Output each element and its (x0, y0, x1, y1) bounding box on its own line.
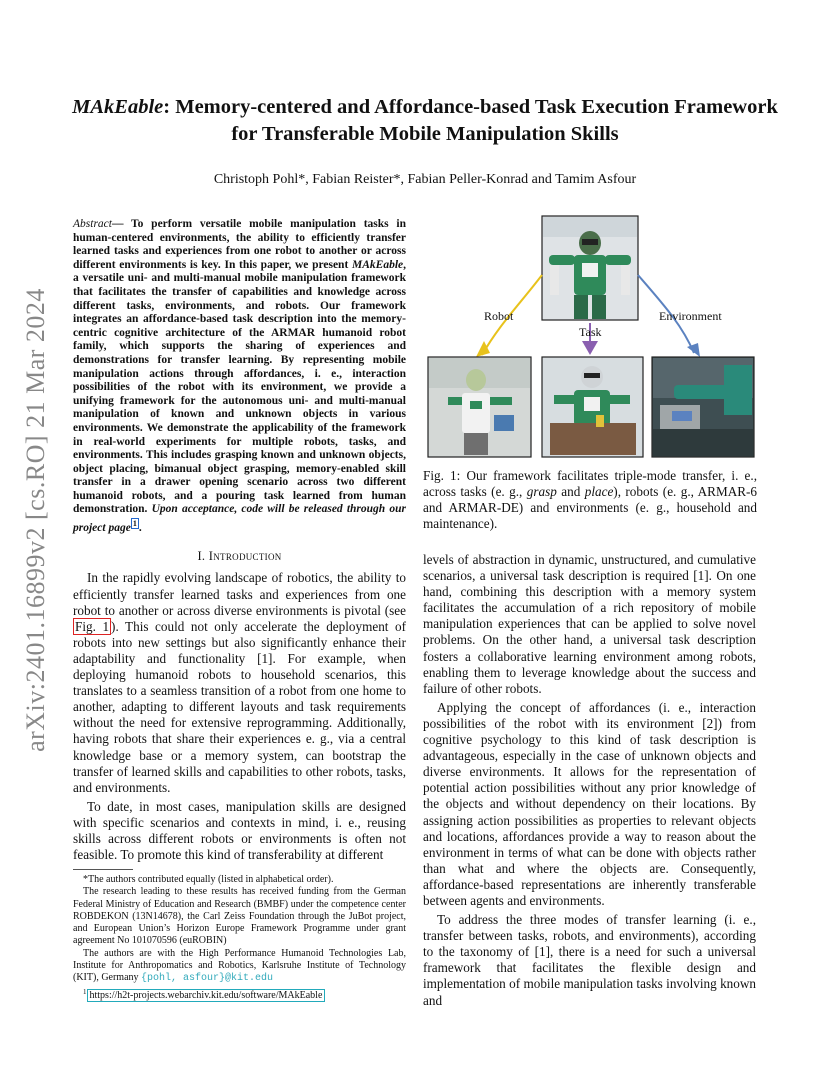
caption-text-c: ), robots (e. g., ARMAR-6 and ARMAR-DE) and environments (e. g., household and maintenance). (423, 484, 758, 532)
abstract-label: Abstract (73, 218, 112, 230)
right-paragraph-3: To address the three modes of transfer learning (i. e., transfer between tasks, robots, and environments), according to the taxonomy of [1], there is a need for such a universal framework that facilitates the flexible design and implementation of mobile manipulation tasks involving known and (423, 912, 756, 1008)
top-robot-photo (542, 216, 638, 320)
task-arrow-head (582, 341, 598, 355)
email-link[interactable]: {pohl, asfour}@kit.edu (141, 973, 274, 985)
environment-arrow-head (687, 343, 700, 357)
caption-text-b: and (556, 484, 585, 500)
footnote-funding: The research leading to these results has received funding from the German Federal Ministry of Education and Research (BMBF) under the competence center ROBDEKON (13N14678), the Carl Zeiss Foundation through the JuBot project, and European Union’s Horizon Europe Framework Programme under grant agreement No 101070596 (euROBIN) (73, 886, 406, 947)
figure-caption (423, 468, 757, 532)
figure-ref-link[interactable]: Fig. 1 (75, 618, 110, 634)
intro-p1-a: In the rapidly evolving landscape of robotics, the ability to efficiently transfer learned tasks and experiences from one robot to another or across diverse environments is pivotal (see (73, 570, 406, 618)
intro-paragraph-1 (73, 570, 406, 795)
environment-transfer-photo (652, 357, 754, 457)
abstract (73, 218, 406, 535)
paper-title (70, 94, 780, 148)
footnote-url (73, 986, 406, 1003)
footnote-url-mark: 1 (83, 987, 87, 996)
intro-paragraph-2: To date, in most cases, manipulation skills are designed with specific scenarios and contexts in mind, i. e., reusing skills across different robots or environments is often not feasible. To promote this kind of transferability at different (73, 798, 406, 863)
footnote-link[interactable]: 1 (132, 519, 137, 529)
abstract-framework-name: MAkEable (352, 258, 404, 271)
footnotes (73, 869, 406, 1002)
section-title: Introduction (208, 549, 282, 564)
abstract-text-a: — To perform versatile mobile manipulation tasks in human-centered environments, the ability to efficiently transfer learned tasks and experiences from one robot to another or across different environments is key. In this paper, we present (73, 218, 406, 271)
arxiv-id: arXiv:2401.16899v2 [cs.RO] 21 Mar 2024 (21, 288, 50, 752)
footnote-rule (73, 869, 133, 870)
title-rest: : Memory-centered and Affordance-based Task Execution Framework for Transferable Mobile Manipulation Skills (163, 96, 778, 145)
environment-label: Environment (659, 309, 722, 323)
figure-1 (424, 215, 758, 460)
section-number: I. (197, 549, 206, 564)
section-heading (73, 549, 406, 564)
abstract-text-b: , a versatile uni- and multi-manual mobile manipulation framework that facilitates the transfer of capabilities and knowledge across different tasks, environments, and robots. Our framework integrates an affordance-based task description into the memory-centric cognitive architecture of the ARMAR humanoid robot family, which supports the sharing of experiences and demonstrations for transfer learning. By representing mobile manipulation actions through affordances, i. e., interaction possibilities of the robot with its environment, we provide a unifying framework for the autonomous uni- and multi-manual manipulation of known and unknown objects in various environments. We demonstrate the applicability of the framework in real-world experiments for multiple robots, tasks, and environments. This includes grasping known and unknown objects, object placing, bimanual object grasping, memory-enabled skill transfer in a drawer opening scenario across two different humanoid robots, and a pouring task learned from human demonstration. (73, 258, 406, 516)
title-name: MAkEable (72, 96, 164, 118)
affiliation-text: The authors are with the High Performance Humanoid Technologies Lab, Institute for Anthropomatics and Robotics, Karlsruhe Institute of Technology (KIT), Germany (73, 947, 406, 984)
project-url-link[interactable]: https://h2t-projects.webarchiv.kit.edu/software/MAkEable (87, 989, 326, 1002)
intro-p1-b: ). This could not only accelerate the deployment of robots into new settings but also significantly enhance their adaptability and functionality [1]. For example, when deploying humanoid robots to household scenarios, this translates to a seamless transition of a robot from one home to another, adapting to different layouts and task requirements without the need for extensive reprogramming. Additionally, having robots that share their experiences e. g., via a central knowledge base or a memory system, can bootstrap the transfer of learned skills and capabilities to other robots, tasks, and environments. (73, 618, 407, 795)
arxiv-stamp (14, 285, 58, 755)
caption-place: place (584, 484, 614, 500)
left-column (73, 218, 406, 863)
footnote-equal: *The authors contributed equally (listed in alphabetical order). (83, 874, 334, 885)
task-transfer-photo (542, 357, 643, 457)
robot-label: Robot (484, 309, 514, 323)
task-label: Task (579, 325, 602, 339)
caption-grasp: grasp (526, 484, 557, 500)
intro-body (73, 570, 406, 863)
abstract-end: . (138, 521, 142, 534)
author-list: Christoph Pohl*, Fabian Reister*, Fabian Peller-Konrad and Tamim Asfour (213, 172, 637, 187)
caption-text-a: Fig. 1: Our framework facilitates triple-mode transfer, i. e., across tasks (e. g., (423, 468, 757, 500)
right-paragraph-2: Applying the concept of affordances (i. e., interaction possibilities of the robot with its environment [2]) from cognitive psychology to this kind of task description is advantageous, especially in the case of unknown objects and diverse environments. It allows for the representation of potential action possibilities without any prior knowledge of the objects and without dependency on their locations. By assigning action possibilities as properties to relevant objects and locations, affordances provide a way to reason about the environment in terms of what can be done with objects rather than what and where the objects are. Consequently, affordance-based representations are inherently transferable between agents and environments. (423, 699, 756, 908)
right-column (423, 552, 756, 1009)
footnote-affiliation (73, 948, 406, 986)
abstract-code-note: Upon acceptance, code will be released through our project page (73, 503, 406, 534)
robot-transfer-photo (428, 357, 531, 457)
right-paragraph-1: levels of abstraction in dynamic, unstructured, and cumulative scenarios, a universal task description is required [1]. On one hand, combining this description with a memory system facilitates the accumulation of a rich repository of mobile manipulation experiences that can be applied to solve novel problems. On the other hand, a universal task description fosters a collaborative learning environment among robots, enabling them to leverage knowledge about the success and failure of other robots. (423, 552, 756, 696)
